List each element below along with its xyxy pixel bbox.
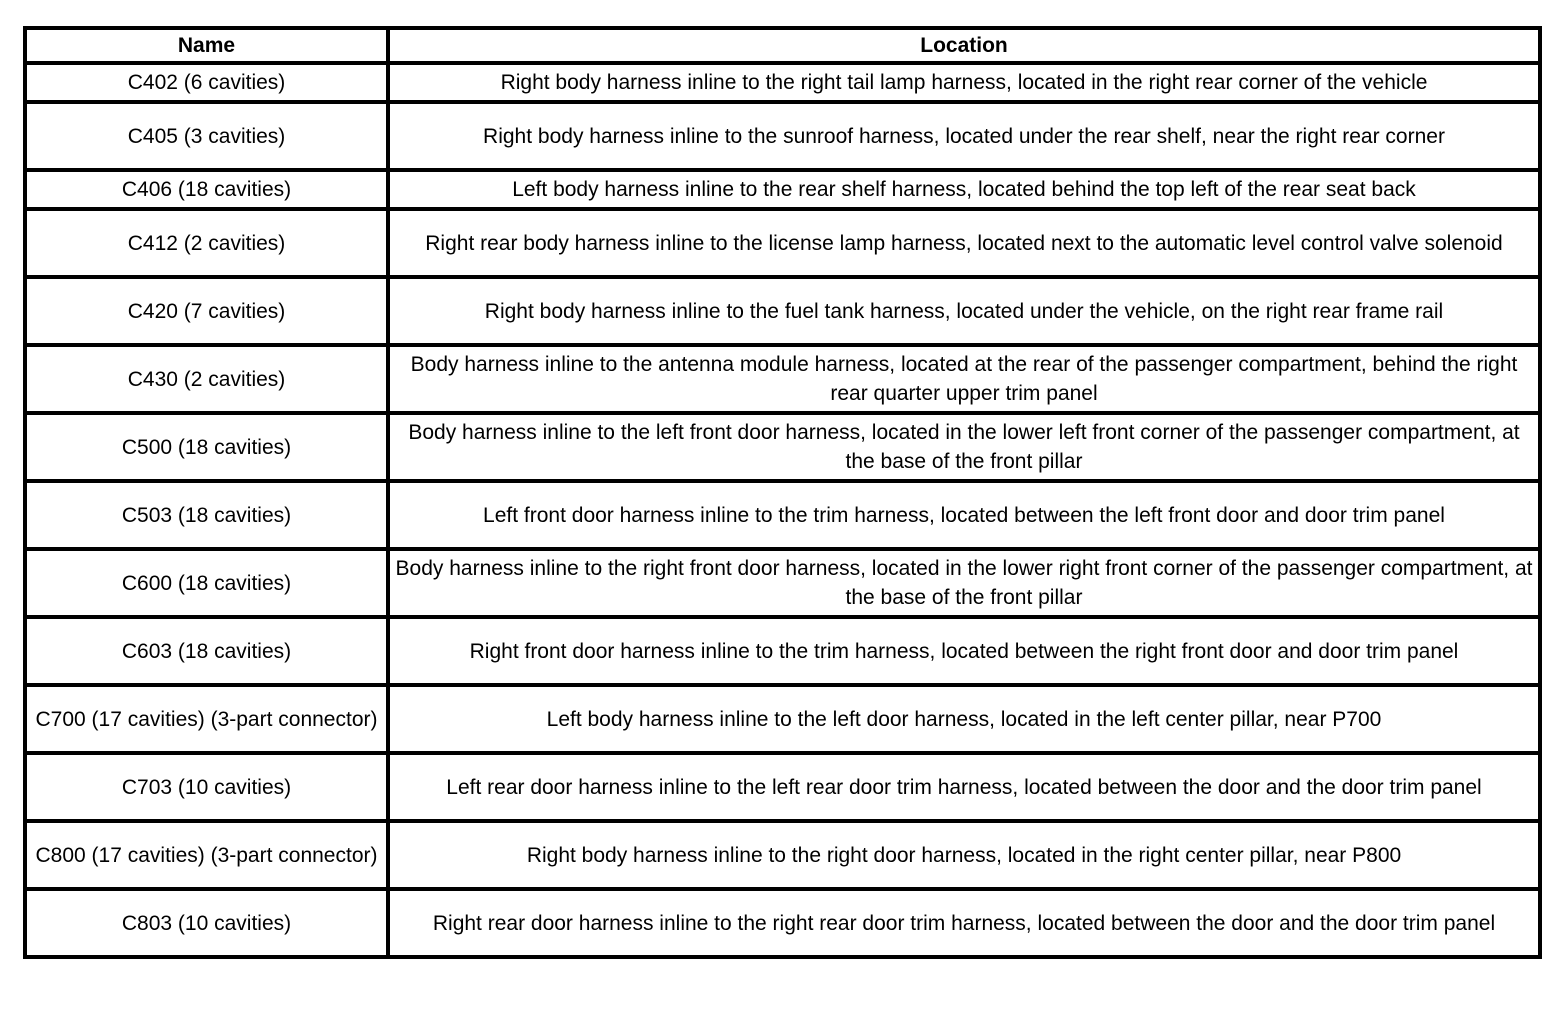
- table-row: [25, 63, 1540, 102]
- connector-name-cell: C420 (7 cavities): [25, 277, 388, 345]
- table-row: [25, 170, 1540, 209]
- connector-name-cell: C406 (18 cavities): [25, 170, 388, 209]
- table-row: [25, 481, 1540, 549]
- connector-name-cell: C405 (3 cavities): [25, 102, 388, 170]
- connector-name-cell: C503 (18 cavities): [25, 481, 388, 549]
- table-row: [25, 102, 1540, 170]
- connector-name-cell: C803 (10 cavities): [25, 889, 388, 957]
- connector-name-cell: C402 (6 cavities): [25, 63, 388, 102]
- connector-name-cell: C412 (2 cavities): [25, 209, 388, 277]
- connector-location-table: [23, 26, 1542, 959]
- connector-name-cell: C700 (17 cavities) (3-part connector): [25, 685, 388, 753]
- connector-location-cell: Left body harness inline to the left door harness, located in the left center pillar, near P700: [388, 685, 1540, 753]
- name-column-header: Name: [25, 28, 388, 63]
- table-row: [25, 685, 1540, 753]
- connector-location-cell: Right body harness inline to the right door harness, located in the right center pillar, near P800: [388, 821, 1540, 889]
- table-row: [25, 413, 1540, 481]
- connector-name-cell: C500 (18 cavities): [25, 413, 388, 481]
- connector-location-cell: Body harness inline to the right front door harness, located in the lower right front corner of the passenger compartment, at the base of the front pillar: [388, 549, 1540, 617]
- connector-location-cell: Left body harness inline to the rear shelf harness, located behind the top left of the rear seat back: [388, 170, 1540, 209]
- table-row: [25, 617, 1540, 685]
- location-column-header: Location: [388, 28, 1540, 63]
- connector-location-cell: Right body harness inline to the sunroof harness, located under the rear shelf, near the right rear corner: [388, 102, 1540, 170]
- connector-name-cell: C703 (10 cavities): [25, 753, 388, 821]
- connector-location-cell: Right rear door harness inline to the right rear door trim harness, located between the door and the door trim panel: [388, 889, 1540, 957]
- connector-name-cell: C800 (17 cavities) (3-part connector): [25, 821, 388, 889]
- connector-table-container: [23, 26, 1538, 959]
- connector-name-cell: C430 (2 cavities): [25, 345, 388, 413]
- connector-location-cell: Left rear door harness inline to the left rear door trim harness, located between the door and the door trim panel: [388, 753, 1540, 821]
- connector-name-cell: C603 (18 cavities): [25, 617, 388, 685]
- connector-location-cell: Right body harness inline to the right tail lamp harness, located in the right rear corner of the vehicle: [388, 63, 1540, 102]
- table-row: [25, 753, 1540, 821]
- table-row: [25, 549, 1540, 617]
- table-row: [25, 889, 1540, 957]
- connector-location-cell: Right rear body harness inline to the license lamp harness, located next to the automatic level control valve solenoid: [388, 209, 1540, 277]
- table-row: [25, 345, 1540, 413]
- connector-location-cell: Right front door harness inline to the trim harness, located between the right front door and door trim panel: [388, 617, 1540, 685]
- table-row: [25, 209, 1540, 277]
- connector-location-cell: Right body harness inline to the fuel tank harness, located under the vehicle, on the right rear frame rail: [388, 277, 1540, 345]
- connector-location-cell: Left front door harness inline to the trim harness, located between the left front door and door trim panel: [388, 481, 1540, 549]
- table-header-row: [25, 28, 1540, 63]
- connector-name-cell: C600 (18 cavities): [25, 549, 388, 617]
- connector-location-cell: Body harness inline to the left front door harness, located in the lower left front corner of the passenger compartment, at the base of the front pillar: [388, 413, 1540, 481]
- table-row: [25, 277, 1540, 345]
- table-row: [25, 821, 1540, 889]
- connector-location-cell: Body harness inline to the antenna module harness, located at the rear of the passenger compartment, behind the right rear quarter upper trim panel: [388, 345, 1540, 413]
